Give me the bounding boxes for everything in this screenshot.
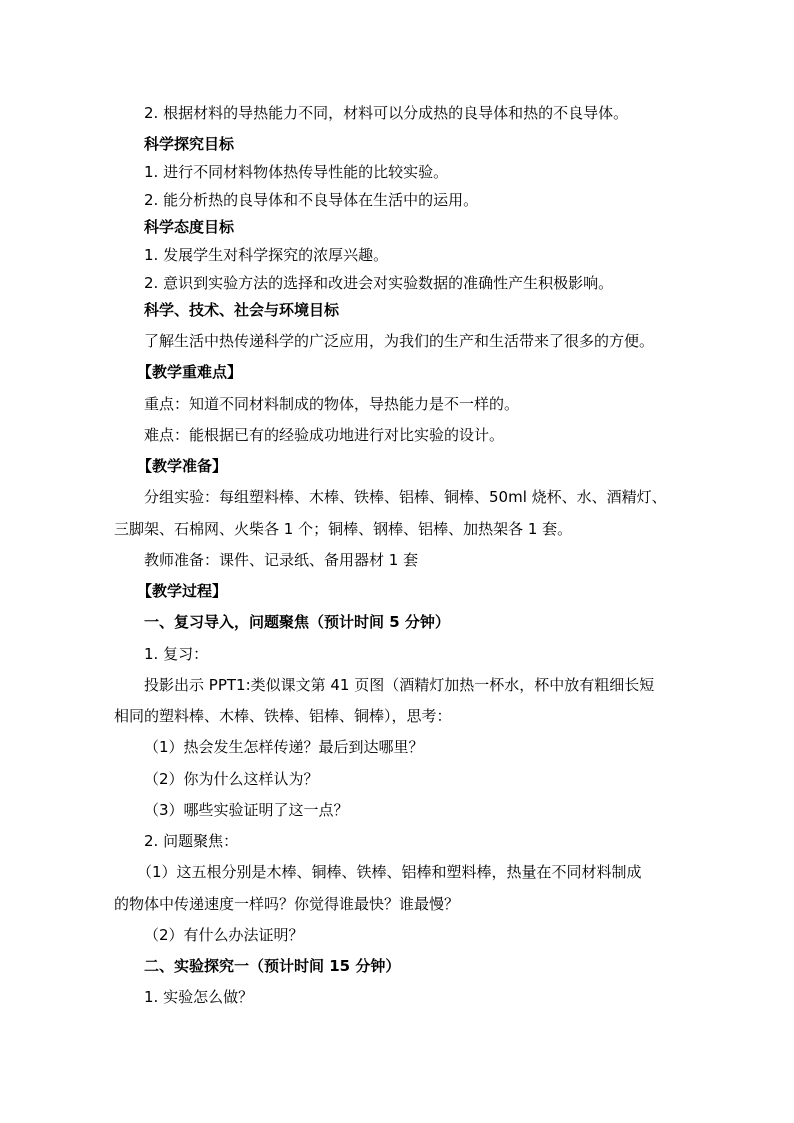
text-line: 投影出示 PPT1:类似课文第 41 页图（酒精灯加热一杯水，杯中放有粗细长短 <box>144 676 655 694</box>
text-line: 难点：能根据已有的经验成功地进行对比实验的设计。 <box>144 426 505 444</box>
text-line: （2）有什么办法证明？ <box>144 926 304 944</box>
text-line: 相同的塑料棒、木棒、铁棒、铝棒、铜棒），思考： <box>114 707 452 725</box>
text-line: 2. 能分析热的良导体和不良导体在生活中的运用。 <box>144 191 479 209</box>
section-heading: 科学探究目标 <box>144 135 235 153</box>
text-line: （1）这五根分别是木棒、铜棒、铁棒、铝棒和塑料棒，热量在不同材料制成 <box>137 863 642 881</box>
text-line: 三脚架、石棉网、火柴各 1 个；铜棒、钢棒、铝棒、加热架各 1 套。 <box>114 520 573 538</box>
section-heading: 科学、技术、社会与环境目标 <box>144 301 340 319</box>
text-line: 2. 根据材料的导热能力不同，材料可以分成热的良导体和热的不良导体。 <box>144 104 629 122</box>
section-heading: 二、实验探究一（预计时间 15 分钟） <box>144 957 401 975</box>
text-line: 教师准备：课件、记录纸、备用器材 1 套 <box>144 551 419 569</box>
text-line: 的物体中传递速度一样吗？你觉得谁最快？谁最慢？ <box>114 895 460 913</box>
text-line: （2）你为什么这样认为？ <box>144 770 319 788</box>
text-line: 2. 意识到实验方法的选择和改进会对实验数据的准确性产生积极影响。 <box>144 274 614 292</box>
text-line: 2. 问题聚焦： <box>144 832 239 850</box>
text-line: 分组实验：每组塑料棒、木棒、铁棒、铝棒、铜棒、50ml 烧杯、水、酒精灯、 <box>144 488 667 506</box>
section-heading: 【教学准备】 <box>137 457 228 475</box>
text-line: 1. 复习： <box>144 645 209 663</box>
section-heading: 科学态度目标 <box>144 218 235 236</box>
text-line: 1. 实验怎么做？ <box>144 988 254 1006</box>
section-heading: 一、复习导入，问题聚焦（预计时间 5 分钟） <box>144 613 450 631</box>
text-line: 重点：知道不同材料制成的物体，导热能力是不一样的。 <box>144 395 520 413</box>
section-heading: 【教学重难点】 <box>137 363 243 381</box>
text-line: 1. 进行不同材料物体热传导性能的比较实验。 <box>144 163 449 181</box>
text-line: 了解生活中热传递科学的广泛应用，为我们的生产和生活带来了很多的方便。 <box>144 332 655 350</box>
section-heading: 【教学过程】 <box>137 582 228 600</box>
text-line: 1. 发展学生对科学探究的浓厚兴趣。 <box>144 246 389 264</box>
text-line: （1）热会发生怎样传递？最后到达哪里？ <box>144 738 424 756</box>
text-line: （3）哪些实验证明了这一点？ <box>144 801 349 819</box>
